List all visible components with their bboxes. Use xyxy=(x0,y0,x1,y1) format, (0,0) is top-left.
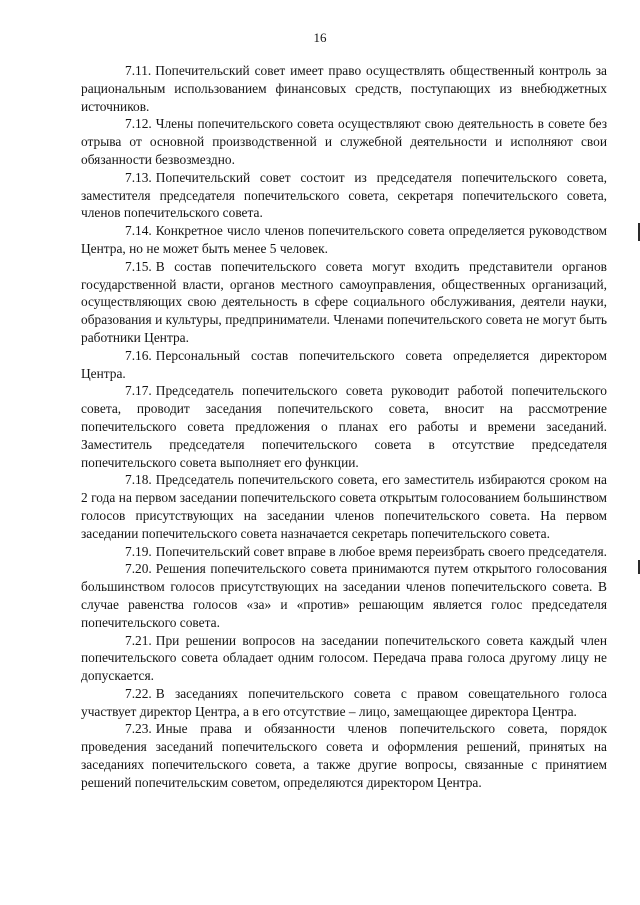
document-body xyxy=(81,62,607,792)
paragraph-number: 7.17. xyxy=(125,383,152,399)
paragraph-text: При решении вопросов на заседании попечительского совета каждый член попечительского совета обладает одним голосом. Передача права голоса другому лицу не допускается. xyxy=(81,632,607,684)
paragraph-number: 7.23. xyxy=(125,721,152,737)
paragraph-text: Конкретное число членов попечительского совета определяется руководством Центра, но не может быть менее 5 человек. xyxy=(81,223,607,256)
paragraph-text: В заседаниях попечительского совета с правом совещательного голоса участвует директор Центра, а в его отсутствие – лицо, замещающее директора Центра. xyxy=(81,685,607,719)
paragraph-number: 7.19. xyxy=(125,543,152,559)
paragraph-7-17 xyxy=(81,382,607,471)
paragraph-text: Попечительский совет состоит из председателя попечительского совета, заместителя председателя попечительского совета, секретаря попечительского совета, членов попечительского совета. xyxy=(81,169,607,221)
paragraph-text: Решения попечительского совета принимаются путем открытого голосования большинством голосов присутствующих на заседании членов попечительского совета. В случае равенства голосов «за» и «против» решающим является голос председателя попечительского совета. xyxy=(81,561,607,630)
paragraph-number: 7.20. xyxy=(125,561,152,577)
paragraph-7-11 xyxy=(81,62,607,115)
paragraph-7-19 xyxy=(81,543,607,561)
paragraph-7-12 xyxy=(81,115,607,168)
paragraph-number: 7.18. xyxy=(125,472,152,488)
paragraph-text: Председатель попечительского совета, его заместитель избираются сроком на 2 года на первом заседании попечительского совета открытым голосованием большинством голосов присутствующих на заседании членов попечительского совета. На первом заседании попечительского совета назначается секретарь попечительского совета. xyxy=(81,472,607,541)
paragraph-7-20 xyxy=(81,560,607,631)
page-number: 16 xyxy=(313,30,327,45)
paragraph-number: 7.22. xyxy=(125,685,152,701)
paragraph-number: 7.21. xyxy=(125,632,152,648)
paragraph-7-13 xyxy=(81,169,607,222)
paragraph-7-16 xyxy=(81,347,607,383)
paragraph-text: Иные права и обязанности членов попечительского совета, порядок проведения заседаний попечительского совета и оформления решений, принятых на заседаниях попечительского совета, а также другие вопросы, связанные с принятием решений попечительским советом, определяются директором Центра. xyxy=(81,721,607,790)
paragraph-7-15 xyxy=(81,258,607,347)
paragraph-7-22 xyxy=(81,685,607,721)
paragraph-7-21 xyxy=(81,632,607,685)
paragraph-7-18 xyxy=(81,471,607,542)
paragraph-number: 7.11. xyxy=(125,63,152,78)
paragraph-7-23 xyxy=(81,720,607,791)
paragraph-text: В состав попечительского совета могут входить представители органов государственной власти, органов местного самоуправления, общественных организаций, осуществляющих свою деятельность в сфере социального обслуживания, деятели науки, образования и культуры, предприниматели. Членами попечительского совета не могут быть работники Центра. xyxy=(81,258,607,345)
paragraph-text: Члены попечительского совета осуществляют свою деятельность в совете без отрыва от основной производственной и служебной деятельности и исполняют свои обязанности безвозмездно. xyxy=(81,116,607,167)
paragraph-7-14 xyxy=(81,222,607,258)
paragraph-number: 7.12. xyxy=(125,116,152,132)
paragraph-number: 7.13. xyxy=(125,169,152,185)
paragraph-text: Персональный состав попечительского совета определяется директором Центра. xyxy=(81,347,607,381)
paragraph-text: Председатель попечительского совета руководит работой попечительского совета, проводит заседания попечительского совета, вносит на рассмотрение попечительского совета предложения о планах его работы и времени заседаний. Заместитель председателя попечительского совета в отсутствие председателя попечительского совета выполняет его функции. xyxy=(81,383,607,470)
paragraph-number: 7.14. xyxy=(125,223,152,239)
paragraph-text: Попечительский совет имеет право осуществлять общественный контроль за рациональным использованием финансовых средств, поступающих из внебюджетных источников. xyxy=(81,63,607,114)
paragraph-text: Попечительский совет вправе в любое время переизбрать своего председателя. xyxy=(155,543,607,559)
paragraph-number: 7.15. xyxy=(125,258,152,274)
paragraph-number: 7.16. xyxy=(125,347,152,363)
